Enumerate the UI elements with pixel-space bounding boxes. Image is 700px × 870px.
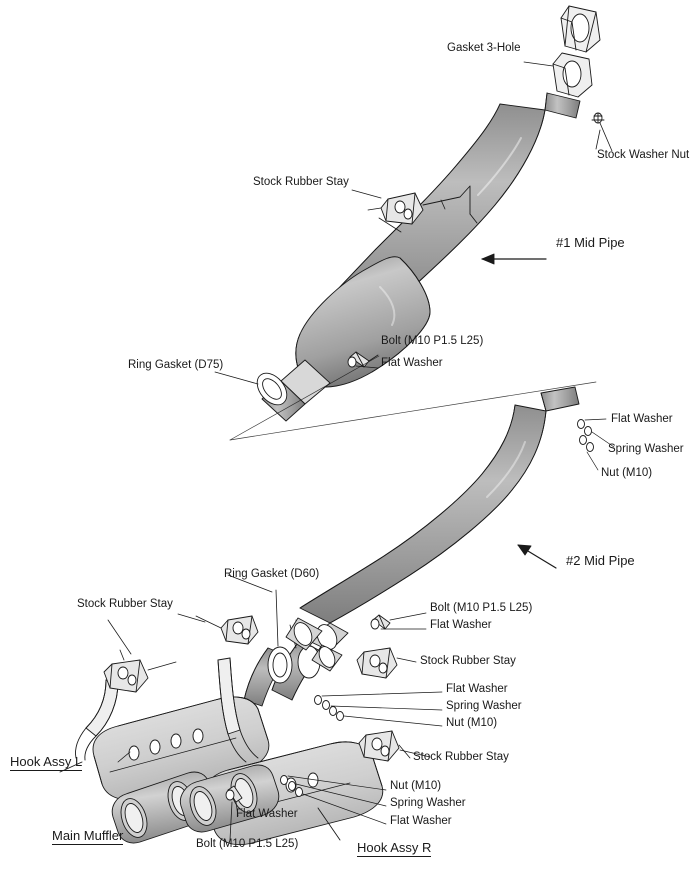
bolt-flat-washer-group-2 [371,613,426,629]
label-mid-pipe-1: #1 Mid Pipe [556,235,625,250]
gasket-3-hole-part-upper [561,6,600,52]
label-stock-rubber-stay-2: Stock Rubber Stay [77,598,173,610]
gasket-3-hole-part-lower [553,53,592,97]
label-stock-washer-nut: Stock Washer Nut [597,149,690,161]
label-bolt-m10-2: Bolt (M10 P1.5 L25) [430,602,533,614]
stock-rubber-stay-part-4 [357,648,416,678]
label-ring-gasket-d60: Ring Gasket (D60) [224,568,320,580]
washer-nut-stack-3 [315,692,443,726]
mid-pipe-2-arrow [518,545,556,568]
label-spring-washer-3: Spring Washer [390,797,466,809]
mid-pipe-2-body [300,405,546,623]
label-nut-m10-1: Nut (M10) [601,467,653,479]
stock-washer-nut-part [592,113,612,151]
label-spring-washer-2: Spring Washer [446,700,522,712]
label-stock-rubber-stay-3: Stock Rubber Stay [420,655,516,667]
label-flat-washer-2: Flat Washer [611,413,673,425]
label-flat-washer-6: Flat Washer [236,808,298,820]
ring-gasket-d75-part [215,367,293,410]
label-stock-rubber-stay-1: Stock Rubber Stay [253,176,349,188]
label-flat-washer-4: Flat Washer [446,683,508,695]
label-flat-washer-1: Flat Washer [381,357,443,369]
label-bolt-m10-3: Bolt (M10 P1.5 L25) [196,838,299,850]
label-stock-rubber-stay-4: Stock Rubber Stay [413,751,509,763]
label-flat-washer-3: Flat Washer [430,619,492,631]
label-mid-pipe-2: #2 Mid Pipe [566,553,635,568]
label-nut-m10-2: Nut (M10) [446,717,498,729]
label-hook-assy-r: Hook Assy R [357,841,431,857]
label-spring-washer-1: Spring Washer [608,443,684,455]
stock-rubber-stay-part-3 [196,616,258,644]
stock-rubber-stay-part-2 [104,620,176,692]
label-nut-m10-3: Nut (M10) [390,780,442,792]
label-hook-assy-l: Hook Assy L [10,755,82,771]
stock-rubber-stay-part-5 [359,731,410,761]
mid-pipe-1-flange [545,93,580,118]
mid-pipe-2-flange [541,387,579,411]
label-gasket-3-hole: Gasket 3-Hole [447,42,521,54]
mid-pipe-1-arrow [482,254,546,264]
label-ring-gasket-d75: Ring Gasket (D75) [128,359,224,371]
label-bolt-m10-1: Bolt (M10 P1.5 L25) [381,335,484,347]
label-flat-washer-5: Flat Washer [390,815,452,827]
label-main-muffler: Main Muffler [52,829,123,845]
